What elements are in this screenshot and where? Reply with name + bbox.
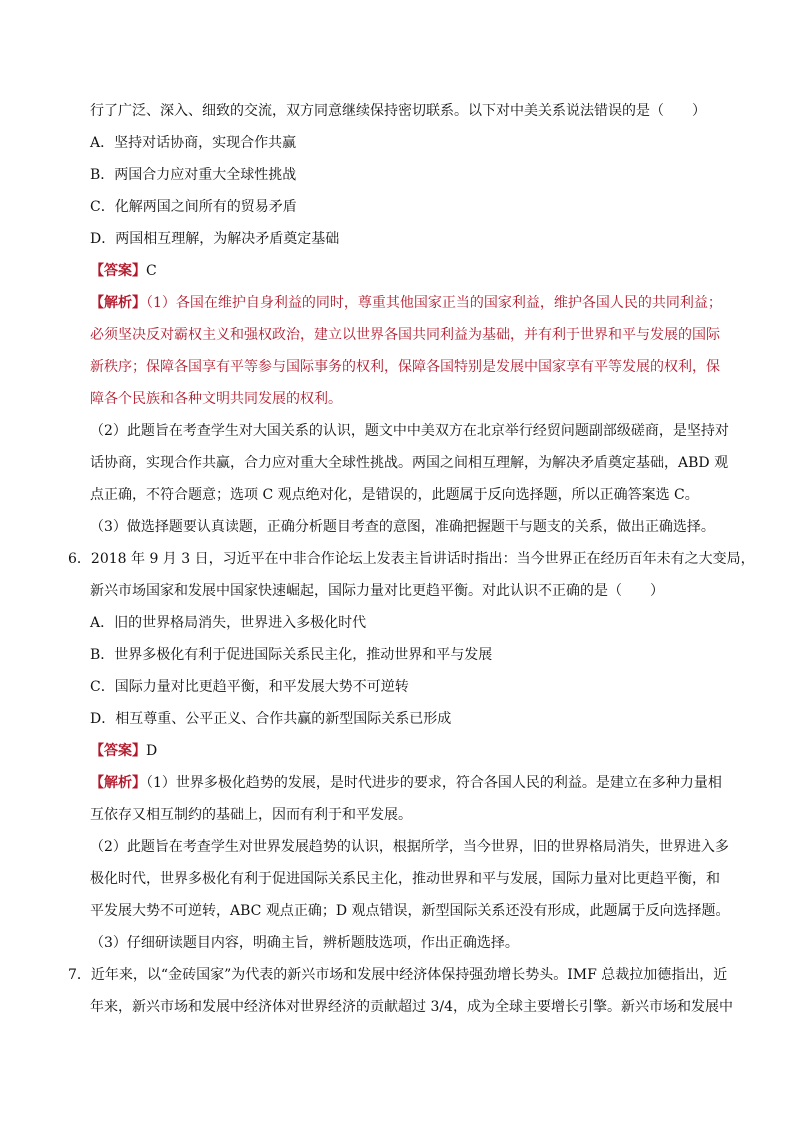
q5-answer <box>90 262 157 280</box>
q6-stem-line-2: 新兴市场国家和发展中国家快速崛起，国际力量对比更趋平衡。对此认识不正确的是（ ） <box>90 583 664 599</box>
q6-analysis-label: 【解析】 <box>90 775 146 791</box>
q5-answer-label: 【答案】 <box>90 263 146 279</box>
q5-analysis-p1-text: （1）各国在维护自身利益的同时，尊重其他国家正当的国家利益，维护各国人民的共同利益； <box>146 295 722 311</box>
q5-analysis-line-2: 必须坚决反对霸权主义和强权政治，建立以世界各国共同利益为基础，并有利于世界和平与发展的国际 <box>90 327 720 343</box>
q6-option-d: D．相互尊重、公平正义、合作共赢的新型国际关系已形成 <box>90 711 452 727</box>
q7-stem-line-1 <box>68 966 727 984</box>
q5-analysis-line-3: 新秩序；保障各国享有平等参与国际事务的权利，保障各国特别是发展中国家享有平等发展的权利，保 <box>90 359 720 375</box>
q5-analysis-p2-line-3: 点正确，不符合题意；选项 C 观点绝对化，是错误的，此题属于反向选择题，所以正确答案选 C。 <box>90 487 699 503</box>
q5-answer-value: C <box>146 263 157 279</box>
q7-number: 7． <box>68 967 91 983</box>
q6-analysis-p2-line-1: （2）此题旨在考查学生对世界发展趋势的认识，根据所学，当今世界，旧的世界格局消失，世界进入多 <box>90 839 729 855</box>
q6-analysis-p2-line-2: 极化时代，世界多极化有利于促进国际关系民主化，推动世界和平与发展，国际力量对比更趋平衡，和 <box>90 871 720 887</box>
q5-analysis-p2-line-1: （2）此题旨在考查学生对大国关系的认识，题文中中美双方在北京举行经贸问题副部级磋商，是坚持对 <box>90 423 729 439</box>
q7-stem-line-2: 年来，新兴市场和发展中经济体对世界经济的贡献超过 3/4，成为全球主要增长引擎。新兴市场和发展中 <box>90 999 733 1015</box>
q5-analysis-line-1 <box>90 294 722 312</box>
q5-analysis-label: 【解析】 <box>90 295 146 311</box>
q6-analysis-p2-line-3: 平发展大势不可逆转，ABC 观点正确；D 观点错误，新型国际关系还没有形成，此题属于反向选择题。 <box>90 903 730 919</box>
q6-stem-line-1 <box>68 550 755 568</box>
q6-stem-text-1: 2018 年 9 月 3 日，习近平在中非合作论坛上发表主旨讲话时指出：当今世界正在经历百年未有之大变局， <box>90 551 755 567</box>
q5-option-a: A．坚持对话协商，实现合作共赢 <box>90 135 297 151</box>
q6-option-b: B．世界多极化有利于促进国际关系民主化，推动世界和平与发展 <box>90 647 493 663</box>
q5-option-b: B．两国合力应对重大全球性挑战 <box>90 167 297 183</box>
q6-analysis-line-2: 互依存又相互制约的基础上，因而有利于和平发展。 <box>90 807 412 823</box>
q6-analysis-p1-text: （1）世界多极化趋势的发展，是时代进步的要求，符合各国人民的利益。是建立在多种力量相 <box>146 775 722 791</box>
q6-answer <box>90 742 157 760</box>
q6-answer-label: 【答案】 <box>90 743 146 759</box>
q5-analysis-p2-line-2: 话协商，实现合作共赢，合力应对重大全球性挑战。两国之间相互理解，为解决矛盾奠定基础，ABD 观 <box>90 455 729 471</box>
q5-option-c: C．化解两国之间所有的贸易矛盾 <box>90 199 297 215</box>
q6-number: 6． <box>68 551 91 567</box>
q6-option-a: A．旧的世界格局消失，世界进入多极化时代 <box>90 615 367 631</box>
q7-stem-text-1: 近年来，以“金砖国家”为代表的新兴市场和发展中经济体保持强劲增长势头。IMF 总裁拉加德指出，近 <box>90 967 728 983</box>
q5-stem-tail: 行了广泛、深入、细致的交流，双方同意继续保持密切联系。以下对中美关系说法错误的是（ ） <box>90 103 706 119</box>
q5-analysis-p3: （3）做选择题要认真读题，正确分析题目考查的意图，准确把握题干与题支的关系，做出正确选择。 <box>90 519 715 535</box>
q5-analysis-line-4: 障各个民族和各种文明共同发展的权利。 <box>90 391 342 407</box>
q5-option-d: D．两国相互理解，为解决矛盾奠定基础 <box>90 231 340 247</box>
q6-analysis-line-1 <box>90 774 722 792</box>
q6-answer-value: D <box>146 743 158 759</box>
q6-analysis-p3: （3）仔细研读题目内容，明确主旨，辨析题肢选项，作出正确选择。 <box>90 935 519 951</box>
q6-option-c: C．国际力量对比更趋平衡，和平发展大势不可逆转 <box>90 679 409 695</box>
